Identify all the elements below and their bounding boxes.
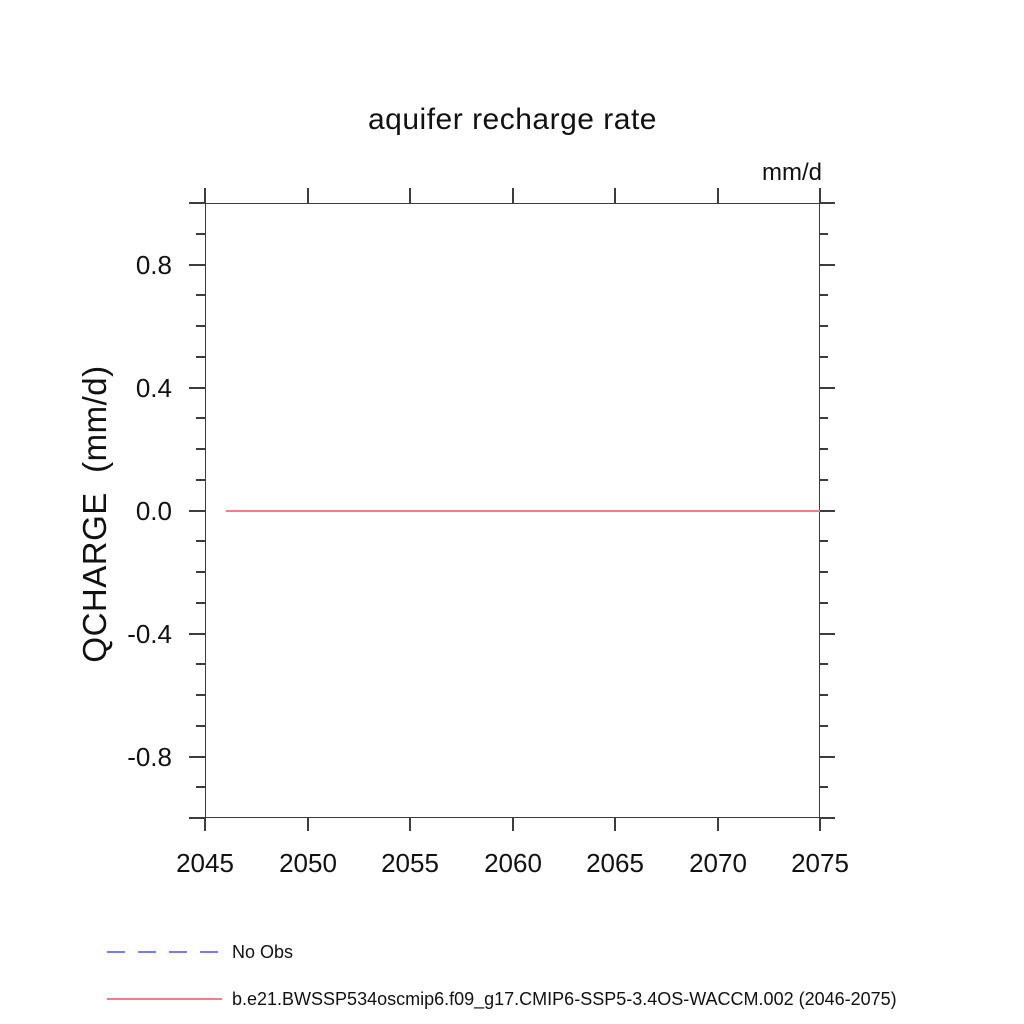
y-major-tick-right xyxy=(819,264,835,266)
y-minor-tick-left xyxy=(196,786,205,788)
y-minor-tick-right xyxy=(819,663,828,665)
y-minor-tick-right xyxy=(819,571,828,573)
y-minor-tick-left xyxy=(196,663,205,665)
x-tick-top xyxy=(204,188,206,203)
y-minor-tick-right xyxy=(819,356,828,358)
x-tick-bottom xyxy=(307,817,309,831)
y-minor-tick-right xyxy=(819,479,828,481)
y-minor-tick-left xyxy=(196,356,205,358)
y-minor-tick-left xyxy=(196,694,205,696)
x-tick-top xyxy=(409,188,411,203)
x-tick-label: 2055 xyxy=(381,848,439,878)
y-minor-tick-right xyxy=(819,725,828,727)
x-tick-label: 2045 xyxy=(176,848,234,878)
legend-swatch-line xyxy=(107,998,222,1000)
y-axis-title: QCHARGE (mm/d) xyxy=(76,365,113,663)
y-minor-tick-left xyxy=(196,479,205,481)
y-minor-tick-left xyxy=(196,448,205,450)
y-minor-tick-right xyxy=(819,540,828,542)
y-minor-tick-left xyxy=(196,540,205,542)
y-major-tick-left xyxy=(189,510,205,512)
y-minor-tick-left xyxy=(196,294,205,296)
y-minor-tick-left xyxy=(196,417,205,419)
y-major-tick-right xyxy=(819,510,835,512)
y-minor-tick-left xyxy=(196,602,205,604)
y-major-tick-right xyxy=(819,633,835,635)
x-tick-top xyxy=(307,188,309,203)
y-tick-label: 0.4 xyxy=(135,373,172,403)
y-tick-label: -0.8 xyxy=(127,742,172,772)
x-tick-top xyxy=(819,188,821,203)
y-minor-tick-right xyxy=(819,602,828,604)
legend-swatch-line xyxy=(107,951,219,953)
y-major-tick-left xyxy=(189,264,205,266)
y-major-tick-right xyxy=(819,817,835,819)
x-tick-bottom xyxy=(512,817,514,831)
y-minor-tick-right xyxy=(819,294,828,296)
chart-title: aquifer recharge rate xyxy=(368,103,657,136)
y-minor-tick-left xyxy=(196,325,205,327)
y-tick-label: -0.4 xyxy=(127,619,172,649)
x-tick-top xyxy=(614,188,616,203)
series-line xyxy=(226,510,820,512)
x-tick-top xyxy=(512,188,514,203)
y-major-tick-left xyxy=(189,387,205,389)
legend-label: No Obs xyxy=(232,942,294,962)
x-tick-bottom xyxy=(204,817,206,831)
y-major-tick-right xyxy=(819,756,835,758)
legend-label: b.e21.BWSSP534oscmip6.f09_g17.CMIP6-SSP5-3.4OS-WACCM.002 (2046-2075) xyxy=(232,989,897,1009)
y-minor-tick-left xyxy=(196,725,205,727)
x-tick-label: 2065 xyxy=(586,848,644,878)
x-tick-label: 2060 xyxy=(484,848,542,878)
x-tick-bottom xyxy=(819,817,821,831)
y-minor-tick-right xyxy=(819,694,828,696)
y-minor-tick-right xyxy=(819,233,828,235)
y-tick-label: 0.0 xyxy=(135,496,172,526)
y-major-tick-left xyxy=(189,756,205,758)
y-major-tick-left xyxy=(189,202,205,204)
x-tick-label: 2070 xyxy=(689,848,747,878)
x-tick-label: 2075 xyxy=(791,848,849,878)
y-minor-tick-right xyxy=(819,448,828,450)
x-tick-bottom xyxy=(614,817,616,831)
y-minor-tick-right xyxy=(819,325,828,327)
x-tick-label: 2050 xyxy=(279,848,337,878)
x-tick-top xyxy=(717,188,719,203)
x-tick-bottom xyxy=(717,817,719,831)
y-major-tick-right xyxy=(819,202,835,204)
y-minor-tick-left xyxy=(196,571,205,573)
y-tick-label: 0.8 xyxy=(135,250,172,280)
x-tick-bottom xyxy=(409,817,411,831)
y-major-tick-left xyxy=(189,633,205,635)
y-minor-tick-right xyxy=(819,786,828,788)
y-major-tick-left xyxy=(189,817,205,819)
y-major-tick-right xyxy=(819,387,835,389)
y-axis-units-label: mm/d xyxy=(762,159,822,186)
y-minor-tick-right xyxy=(819,417,828,419)
y-minor-tick-left xyxy=(196,233,205,235)
